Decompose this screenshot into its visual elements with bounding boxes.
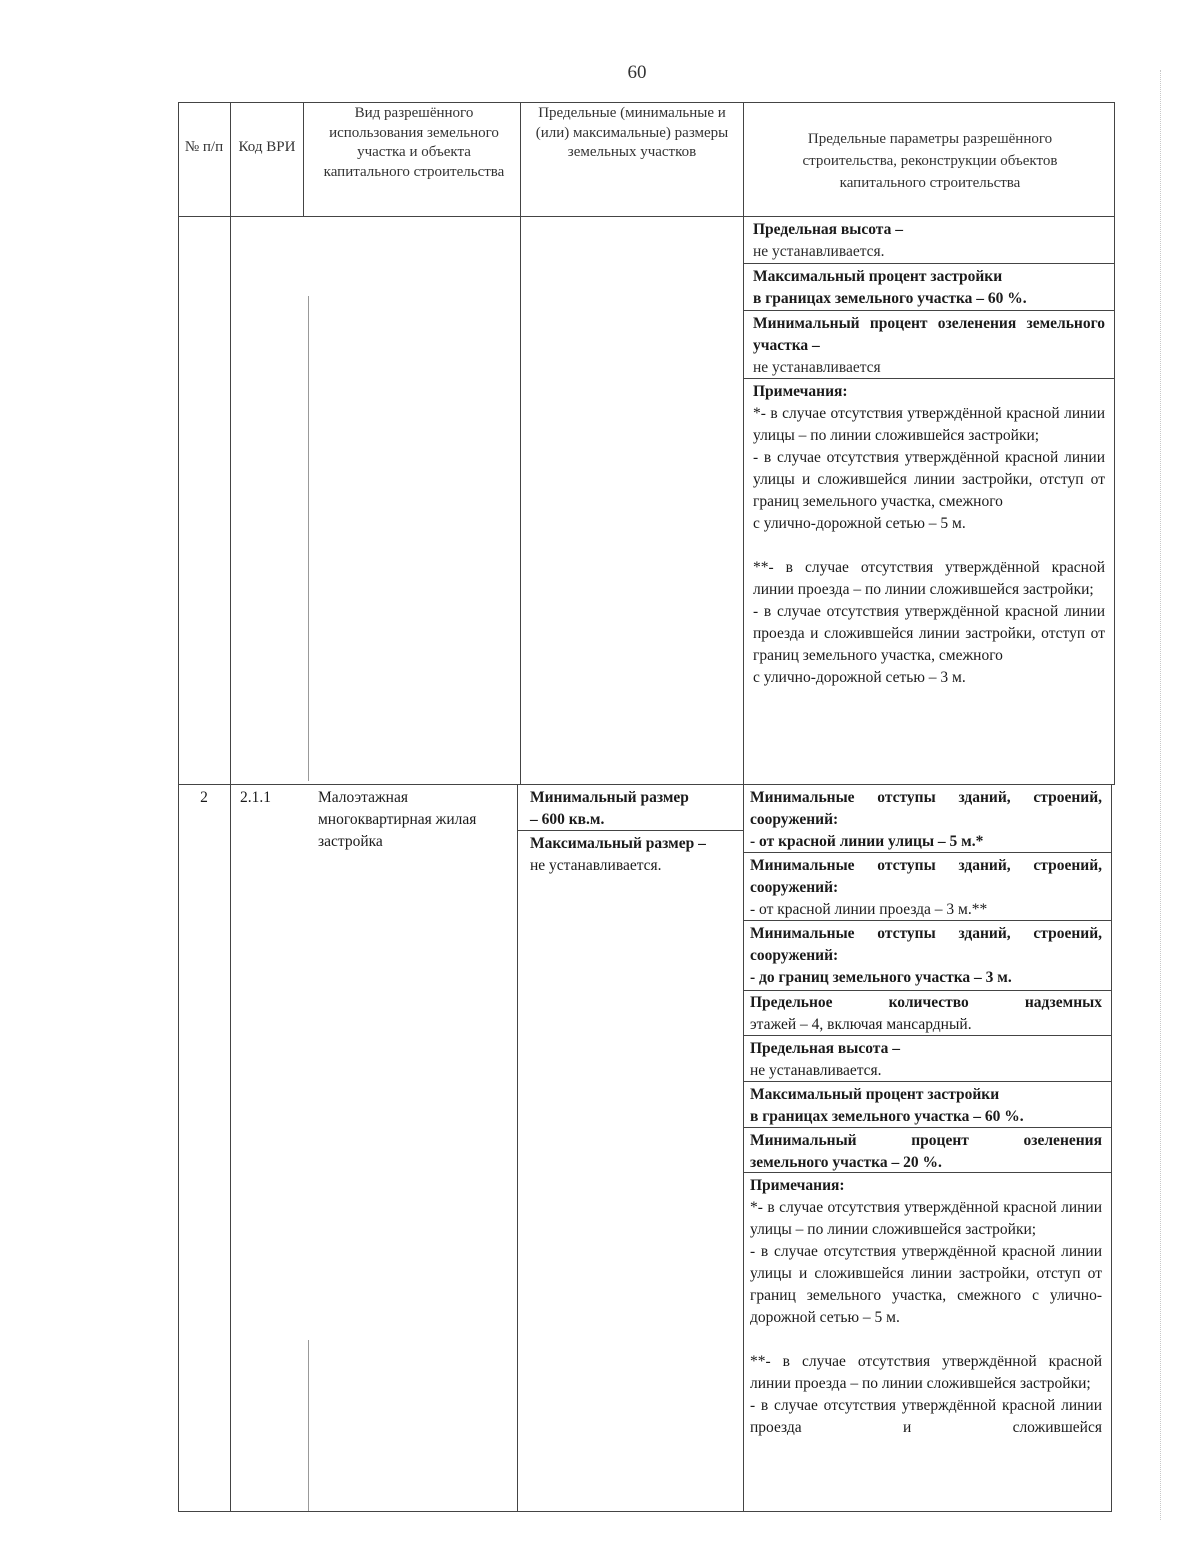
param-title: Максимальный процент застройки (750, 1086, 1000, 1103)
param-value: не устанавливается. (750, 1062, 882, 1079)
column-divider (743, 102, 744, 1512)
param-title: Минимальный процент озеленения (750, 1132, 1102, 1149)
notes-title: Примечания: (753, 383, 848, 400)
header-num: № п/п (184, 139, 224, 155)
column-divider (303, 102, 304, 216)
table-border-bottom (178, 1511, 1112, 1512)
header-use-type: Вид разрешённого использования земельного участка и объекта капитального строительства (323, 105, 505, 180)
param-value: - от красной линии проезда – 3 м.** (750, 901, 988, 918)
note-text: *- в случае отсутствия утверждённой красной линии улицы – по линии сложившейся застройки; (753, 405, 1105, 444)
note-text: - в случае отсутствия утверждённой красной линии улицы и сложившейся линии застройки, отступ от границ земельного участка, смежного с улично-дорожной сетью – 5 м. (750, 1243, 1102, 1326)
table-border-top (178, 102, 1115, 103)
note-text: **- в случае отсутствия утверждённой красной линии проезда – по линии сложившейся застройки; (753, 559, 1105, 598)
table-border-right (1111, 784, 1112, 1512)
scan-edge-line (1160, 70, 1162, 1520)
row-code: 2.1.1 (240, 789, 271, 806)
cell-divider (743, 990, 1112, 991)
header-code: Код ВРИ (238, 139, 296, 155)
note-text: - в случае отсутствия утверждённой красной линии проезда и сложившейся линии застройки, отступ от границ земельного участка, смежного (753, 603, 1105, 664)
cell-divider (743, 310, 1115, 311)
column-divider (230, 102, 231, 1512)
param-title: Минимальные отступы зданий, строений, сооружений: (750, 925, 1102, 964)
row-use-type: Малоэтажная многоквартирная жилая застройка (318, 789, 477, 850)
page-number: 60 (627, 62, 647, 83)
param-title: Минимальные отступы зданий, строений, сооружений: (750, 789, 1102, 828)
param-value: - до границ земельного участка – 3 м. (750, 969, 1012, 986)
cell-divider (743, 263, 1115, 264)
note-text: с улично-дорожной сетью – 3 м. (753, 669, 966, 686)
param-value: - от красной линии улицы – 5 м.* (750, 833, 984, 850)
faint-line (308, 1340, 309, 1512)
note-text: - в случае отсутствия утверждённой красной линии улицы и сложившейся линии застройки, отступ от границ земельного участка, смежного (753, 449, 1105, 510)
header-plot-sizes: Предельные (минимальные и (или) максимальные) размеры земельных участков (535, 105, 729, 160)
table-border-left (178, 102, 179, 1512)
build-pct-title: Максимальный процент застройки (753, 268, 1003, 285)
height-title: Предельная высота – (753, 221, 903, 238)
green-value: не устанавливается (753, 359, 881, 376)
param-title: Предельное количество надземных (750, 994, 1102, 1011)
header-params: Предельные параметры разрешённого строительства, реконструкции объектов капитального строительства (802, 131, 1058, 191)
max-size-value: не устанавливается. (530, 857, 662, 874)
param-title: Предельная высота – (750, 1040, 900, 1057)
note-text: с улично-дорожной сетью – 5 м. (753, 515, 966, 532)
max-size-title: Максимальный размер – (530, 835, 706, 852)
param-value: этажей – 4, включая мансардный. (750, 1016, 972, 1033)
note-text: *- в случае отсутствия утверждённой красной линии улицы – по линии сложившейся застройки; (750, 1199, 1102, 1238)
header-bottom (178, 216, 1115, 217)
green-title: Минимальный процент озеленения земельного участка – (753, 315, 1105, 354)
notes-title: Примечания: (750, 1177, 845, 1194)
param-value: земельного участка – 20 %. (750, 1154, 942, 1171)
note-text: - в случае отсутствия утверждённой красной линии проезда и сложившейся (750, 1397, 1102, 1436)
height-value: не устанавливается. (753, 243, 885, 260)
column-divider (520, 102, 521, 784)
row-divider (178, 784, 1115, 785)
note-text: **- в случае отсутствия утверждённой красной линии проезда – по линии сложившейся застройки; (750, 1353, 1102, 1392)
min-size: Минимальный размер – 600 кв.м. (530, 789, 689, 828)
table-border-right (1114, 102, 1115, 784)
column-divider (517, 784, 518, 1512)
build-pct-value: в границах земельного участка – 60 %. (753, 290, 1027, 307)
row-number: 2 (200, 789, 208, 806)
faint-line (308, 296, 309, 781)
param-value: в границах земельного участка – 60 %. (750, 1108, 1024, 1125)
param-title: Минимальные отступы зданий, строений, сооружений: (750, 857, 1102, 896)
